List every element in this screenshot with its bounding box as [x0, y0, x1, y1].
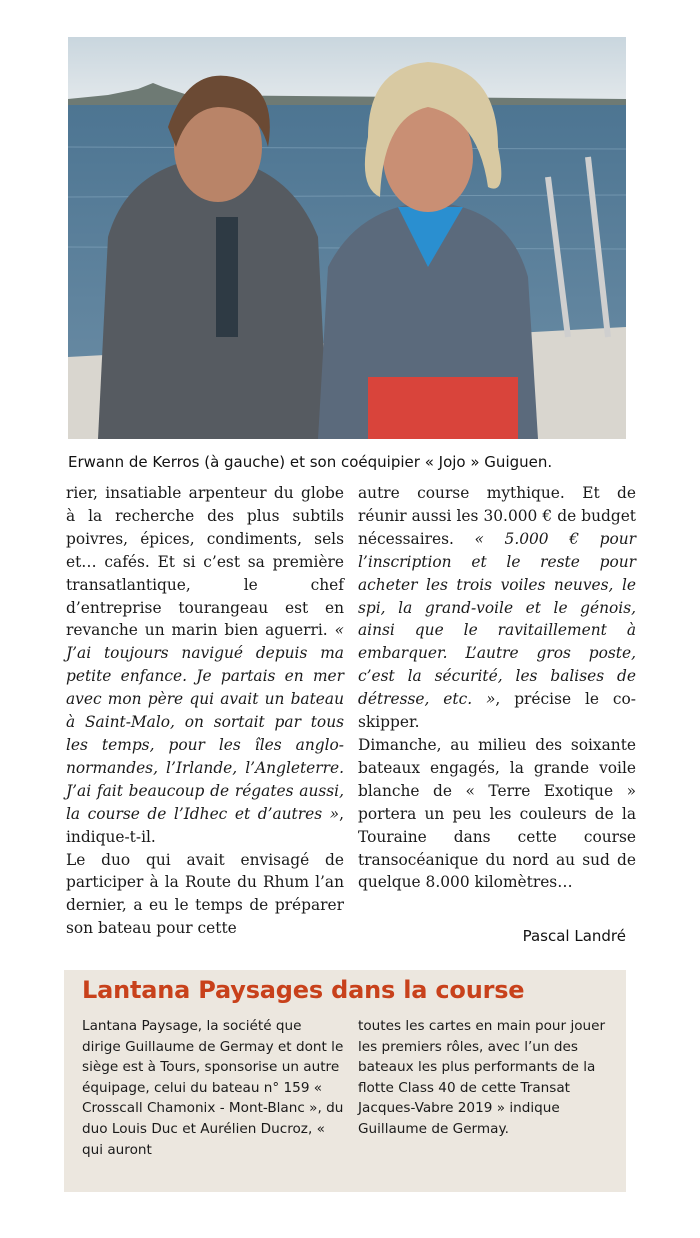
sidebar-paragraph: Lantana Paysage, la société que dirige Guillaume de Germay et dont le siège est à Tours, sponsorise un autre équipage, celui du bateau n° 159 « Crosscall Chamonix - Mont-Blanc », du duo Louis Duc et Aurélien Ducroz, « qui auront	[82, 1018, 344, 1158]
article-paragraph: Dimanche, au milieu des soixante bateaux engagés, la grande voile blanche de « Terre Exotique » portera un peu les couleurs de la Touraine dans cette course transocéanique du nord au sud de quelque 8.000 kilomètres…	[358, 735, 636, 892]
photo-caption: Erwann de Kerros (à gauche) et son coéquipier « Jojo » Guiguen.	[68, 453, 553, 471]
sidebar-box-column-left	[82, 1016, 344, 1160]
article-paragraph	[66, 482, 344, 849]
sidebar-box-column-right	[358, 1016, 620, 1140]
quote-span: « J’ai toujours navigué depuis ma petite enfance. Je partais en mer avec mon père qui avait un bateau à Saint-Malo, on sortait par tous les temps, pour les îles anglo-normandes, l’Irlande, l’Angleterre. J’ai fait beaucoup de régates aussi, la course de l’Idhec et d’autres »	[66, 621, 344, 823]
article-column-right	[358, 482, 636, 894]
author-byline: Pascal Landré	[522, 927, 626, 945]
article-paragraph: Le duo qui avait envisagé de participer à la Route du Rhum l’an dernier, a eu le temps de préparer son bateau pour cette	[66, 850, 344, 938]
article-paragraph	[358, 482, 636, 734]
two-men-on-boat-photo-icon	[68, 37, 626, 439]
article-photo	[68, 37, 626, 439]
text-span: autre course mythique. Et de réunir aussi les 30.000 € de budget nécessaires.	[358, 484, 636, 548]
sidebar-paragraph: toutes les cartes en main pour jouer les premiers rôles, avec l’un des bateaux les plus performants de la flotte Class 40 de cette Transat Jacques-Vabre 2019 » indique Guillaume de Germay.	[358, 1018, 606, 1137]
text-span: , indique-t-il.	[66, 804, 344, 846]
text-span: , précise le co-skipper.	[358, 690, 636, 732]
sidebar-box	[64, 970, 626, 1192]
article-column-left	[66, 482, 344, 940]
text-span: rier, insatiable arpenteur du globe à la recherche des plus subtils poivres, épices, condiments, sels et… cafés. Et si c’est sa première transatlantique, le chef d’entreprise tourangeau est en revanche un marin bien aguerri.	[66, 484, 344, 640]
quote-span: « 5.000 € pour l’inscription et le reste pour acheter les trois voiles neuves, le spi, la grand-voile et le génois, ainsi que le ravitaillement à embarquer. L’autre gros poste, c’est la sécurité, les balises de détresse, etc. »	[358, 529, 636, 709]
sidebar-box-title: Lantana Paysages dans la course	[82, 976, 525, 1004]
